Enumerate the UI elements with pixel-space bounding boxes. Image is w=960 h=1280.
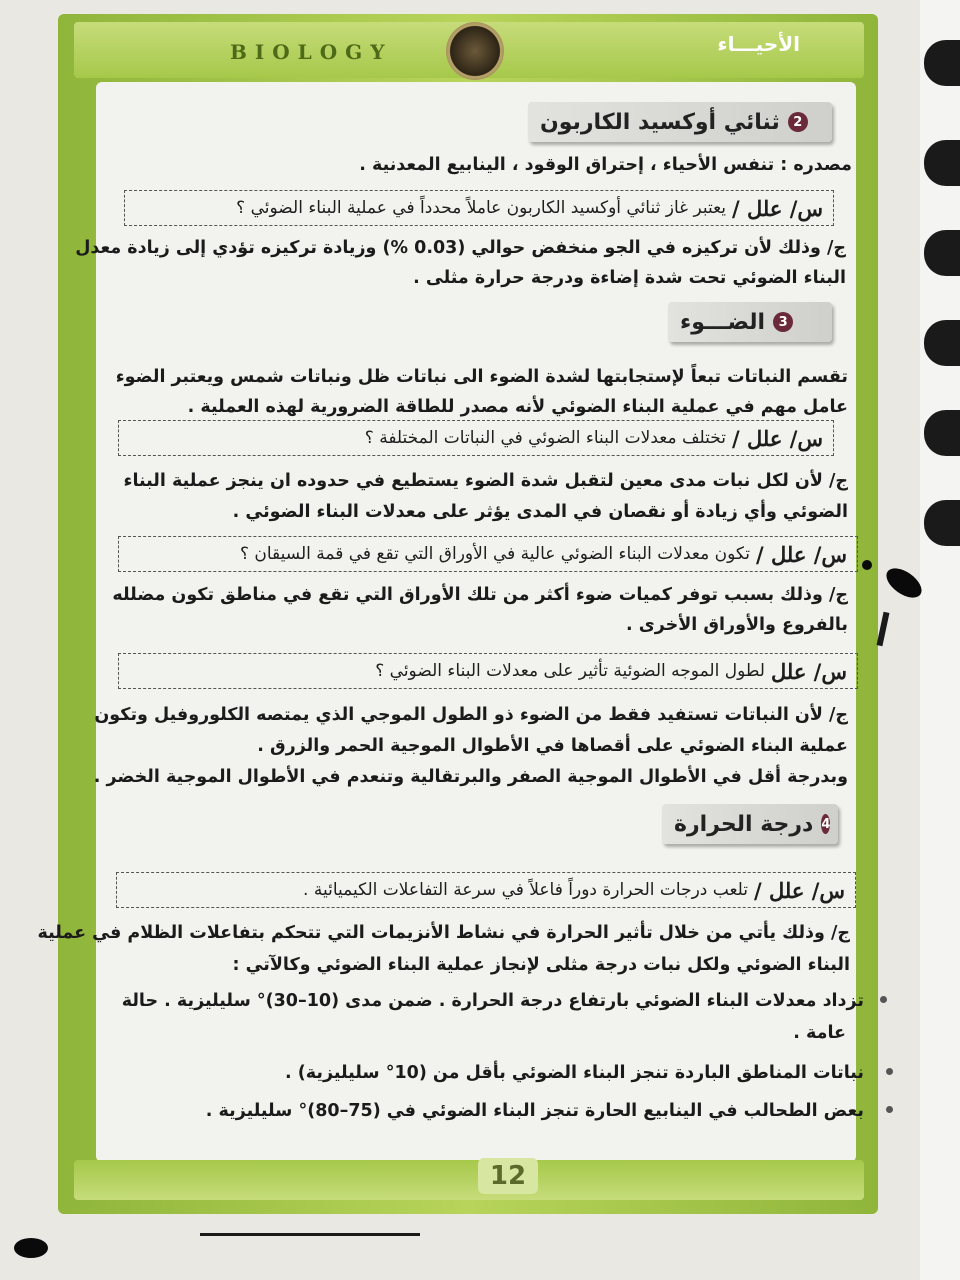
bullet-icon — [880, 996, 887, 1003]
section-heading-co2 — [528, 102, 832, 142]
page-number: 12 — [478, 1158, 538, 1194]
temperature-bullet-line: نباتات المناطق الباردة تنجز البناء الضوئي بأقل من (10° سليليزية) . — [285, 1063, 864, 1083]
co2-answer-line: ج/ وذلك لأن تركيزه في الجو منخفض حوالي (0.03 %) وزيادة تركيزه تؤدي إلى زيادة معدل — [75, 238, 846, 258]
light-answer-line: وبدرجة أقل في الأطوال الموجية الصفر والبرتقالية وتنعدم في الأطوال الموجية الخضر . — [93, 767, 848, 787]
section-number: 4 — [821, 814, 830, 834]
section-title: ثنائي أوكسيد الكاربون — [540, 109, 780, 135]
pen-mark — [200, 1233, 420, 1236]
light-answer-line: ج/ لأن لكل نبات مدى معين لتقبل شدة الضوء يستطيع في حدوده ان ينجز عملية البناء — [123, 471, 848, 491]
binder-ring — [924, 500, 960, 546]
light-intro-line: عامل مهم في عملية البناء الضوئي لأنه مصدر للطاقة الضرورية لهذه العملية . — [187, 397, 848, 417]
binder-ring — [924, 40, 960, 86]
notebook-edge — [920, 0, 960, 1280]
section-title: الضـــوء — [680, 309, 766, 335]
section-heading-light — [668, 302, 832, 342]
binder-ring — [924, 140, 960, 186]
binder-ring — [924, 230, 960, 276]
light-question-box-3 — [118, 653, 858, 689]
section-number: 3 — [773, 312, 793, 332]
header-brand: BIOLOGY — [230, 40, 393, 64]
question-label: س/ علل / — [754, 877, 845, 903]
bullet-icon — [886, 1068, 893, 1075]
question-text: يعتبر غاز ثنائي أوكسيد الكاربون عاملاً محدداً في عملية البناء الضوئي ؟ — [236, 198, 727, 218]
question-label: س/ علل — [770, 658, 847, 684]
light-intro-line: تقسم النباتات تبعاً لإستجابتها لشدة الضوء الى نباتات ظل ونباتات شمس ويعتبر الضوء — [115, 367, 848, 387]
question-label: س/ علل / — [732, 425, 823, 451]
question-text: تختلف معدلات البناء الضوئي في النباتات المختلفة ؟ — [364, 428, 727, 448]
ink-blot — [862, 560, 872, 570]
header-subject: الأحيـــاء — [717, 32, 800, 56]
temperature-answer-line: ج/ وذلك يأتي من خلال تأثير الحرارة في نشاط الأنزيمات التي تتحكم بتفاعلات الظلام في عملية — [37, 923, 850, 943]
co2-source: مصدره : تنفس الأحياء ، إحتراق الوقود ، الينابيع المعدنية . — [359, 155, 852, 175]
light-answer-line: بالفروع والأوراق الأخرى . — [625, 615, 848, 635]
temperature-bullet-line: بعض الطحالب في الينابيع الحارة تنجز البناء الضوئي في (75–80)° سليليزية . — [205, 1101, 864, 1121]
light-question-box-2 — [118, 536, 858, 572]
question-text: تكون معدلات البناء الضوئي عالية في الأوراق التي تقع في قمة السيقان ؟ — [239, 544, 751, 564]
binder-ring — [924, 320, 960, 366]
temperature-question-box — [116, 872, 856, 908]
ink-blot — [14, 1238, 48, 1258]
question-label: س/ علل / — [756, 541, 847, 567]
question-label: س/ علل / — [732, 195, 823, 221]
light-answer-line: ج/ لأن النباتات تستفيد فقط من الضوء ذو الطول الموجي الذي يمتصه الكلوروفيل وتكون — [94, 705, 848, 725]
light-answer-line: الضوئي وأي زيادة أو نقصان في المدى يؤثر على معدلات البناء الضوئي . — [232, 502, 848, 522]
temperature-answer-line: البناء الضوئي ولكل نبات درجة مثلى لإنجاز عملية البناء الضوئي وكالآتي : — [232, 955, 850, 975]
footer-band — [74, 1160, 864, 1200]
light-question-box-1 — [118, 420, 834, 456]
bullet-icon — [886, 1106, 893, 1113]
question-text: لطول الموجه الضوئية تأثير على معدلات البناء الضوئي ؟ — [375, 661, 765, 681]
co2-answer-line: البناء الضوئي تحت شدة إضاءة ودرجة حرارة مثلى . — [413, 268, 846, 288]
section-heading-temperature — [662, 804, 838, 844]
co2-question-box — [124, 190, 834, 226]
light-answer-line: ج/ وذلك بسبب توفر كميات ضوء أكثر من تلك الأوراق التي تقع في مناطق تكون مضلله — [112, 585, 848, 605]
section-title: درجة الحرارة — [674, 811, 814, 837]
section-number: 2 — [788, 112, 808, 132]
temperature-bullet-line: تزداد معدلات البناء الضوئي بارتفاع درجة الحرارة . ضمن مدى (10–30)° سليليزية . حالة — [121, 991, 864, 1011]
light-answer-line: عملية البناء الضوئي على أقصاها في الأطوال الموجية الحمر والزرق . — [257, 736, 848, 756]
temperature-bullet-line: عامة . — [793, 1023, 846, 1043]
question-text: تلعب درجات الحرارة دوراً فاعلاً في سرعة التفاعلات الكيميائية . — [303, 880, 749, 900]
binder-ring — [924, 410, 960, 456]
portrait-emblem-icon — [446, 22, 504, 80]
